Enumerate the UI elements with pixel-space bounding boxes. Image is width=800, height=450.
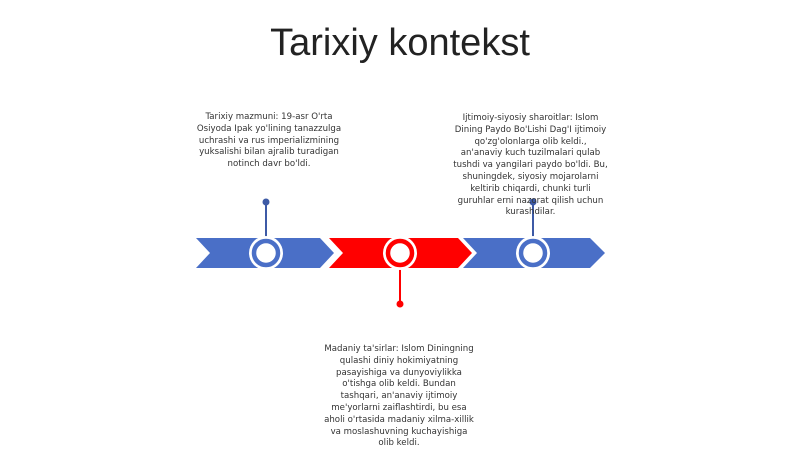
milestone-marker-2 (383, 236, 417, 270)
event-note-cultural-influences: Madaniy ta'sirlar: Islom Diningning qulashi diniy hokimiyatning pasayishiga va dunyoviylikka o'tishga olib keldi. Bundan tashqari, an'anaviy ijtimoiy me'yorlarni zaiflashtirdi, bu esa aholi o'rtasida madaniy xilma-xillik va moslashuvning kuchayishiga olib keldi. (324, 344, 474, 449)
slide-title: Tarixiy kontekst (270, 22, 530, 64)
event-note-socio-political: Ijtimoiy-siyosiy sharoitlar: Islom Dining Paydo Bo'Lishi Dag'I ijtimoiy qo'zg'olonlarga olib keldi., an'anaviy kuch tuzilmalari qulab tushdi va yangilari paydo bo'ldi. Bu, shuningdek, siyosiy mojarolarni keltirib chiqardi, chunki turli guruhlar erni nazorat qilish uchun kurashdilar. (453, 113, 608, 218)
connector-dot-2 (397, 301, 404, 308)
milestone-marker-1 (249, 236, 283, 270)
milestone-marker-3 (516, 236, 550, 270)
event-note-historical-context: Tarixiy mazmuni: 19-asr O'rta Osiyoda Ipak yo'lining tanazzulga uchrashi va rus imperializmining yuksalishi bilan ajralib turadigan notinch davr bo'ldi. (196, 112, 342, 170)
connector-dot-1 (263, 199, 270, 206)
